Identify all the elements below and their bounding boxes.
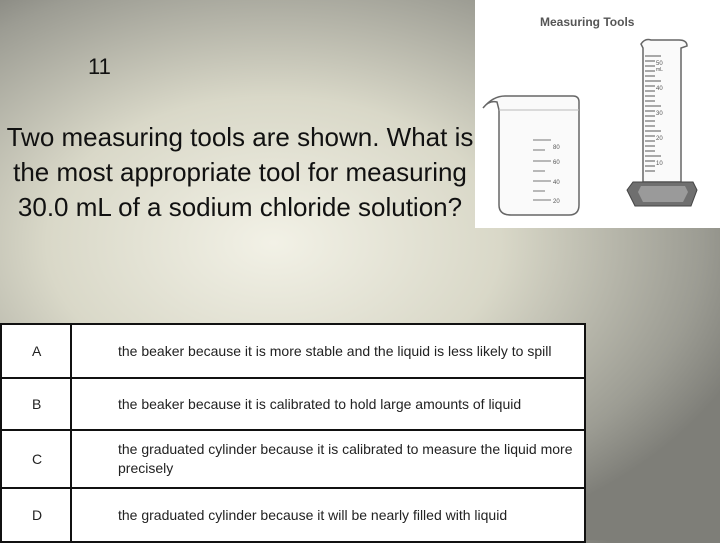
beaker-mark-60: 60 [553,160,560,166]
cylinder-mark-unit: mL [656,67,663,73]
answer-letter: D [1,488,71,542]
graduated-cylinder-icon [627,40,697,207]
answer-text: the graduated cylinder because it is calibrated to measure the liquid more precisely [71,430,585,488]
answer-text: the beaker because it is more stable and the liquid is less likely to spill [71,324,585,378]
beaker-mark-20: 20 [553,199,560,205]
cylinder-mark-30: 30 [656,111,663,117]
answer-row-d[interactable] [1,488,585,542]
question-text: Two measuring tools are shown. What is the most appropriate tool for measuring 30.0 mL of a sodium chloride solution? [6,122,474,222]
beaker-icon [483,96,579,215]
answer-choices-table [0,323,586,543]
answer-row-a[interactable] [1,324,585,378]
beaker-mark-40: 40 [553,180,560,186]
answer-letter: A [1,324,71,378]
answer-text: the graduated cylinder because it will be nearly filled with liquid [71,488,585,542]
cylinder-mark-50: 50 [656,61,663,67]
answer-letter: B [1,378,71,430]
answer-row-b[interactable] [1,378,585,430]
figure-title: Measuring Tools [540,15,635,29]
slide-number: 11 [88,54,111,79]
measuring-tools-figure [475,0,720,228]
answer-letter: C [1,430,71,488]
cylinder-mark-40: 40 [656,86,663,92]
answer-row-c[interactable] [1,430,585,488]
cylinder-mark-20: 20 [656,136,663,142]
beaker-mark-80: 80 [553,145,560,151]
cylinder-mark-10: 10 [656,161,663,167]
answer-text: the beaker because it is calibrated to hold large amounts of liquid [71,378,585,430]
measuring-tools-illustration [475,0,720,228]
